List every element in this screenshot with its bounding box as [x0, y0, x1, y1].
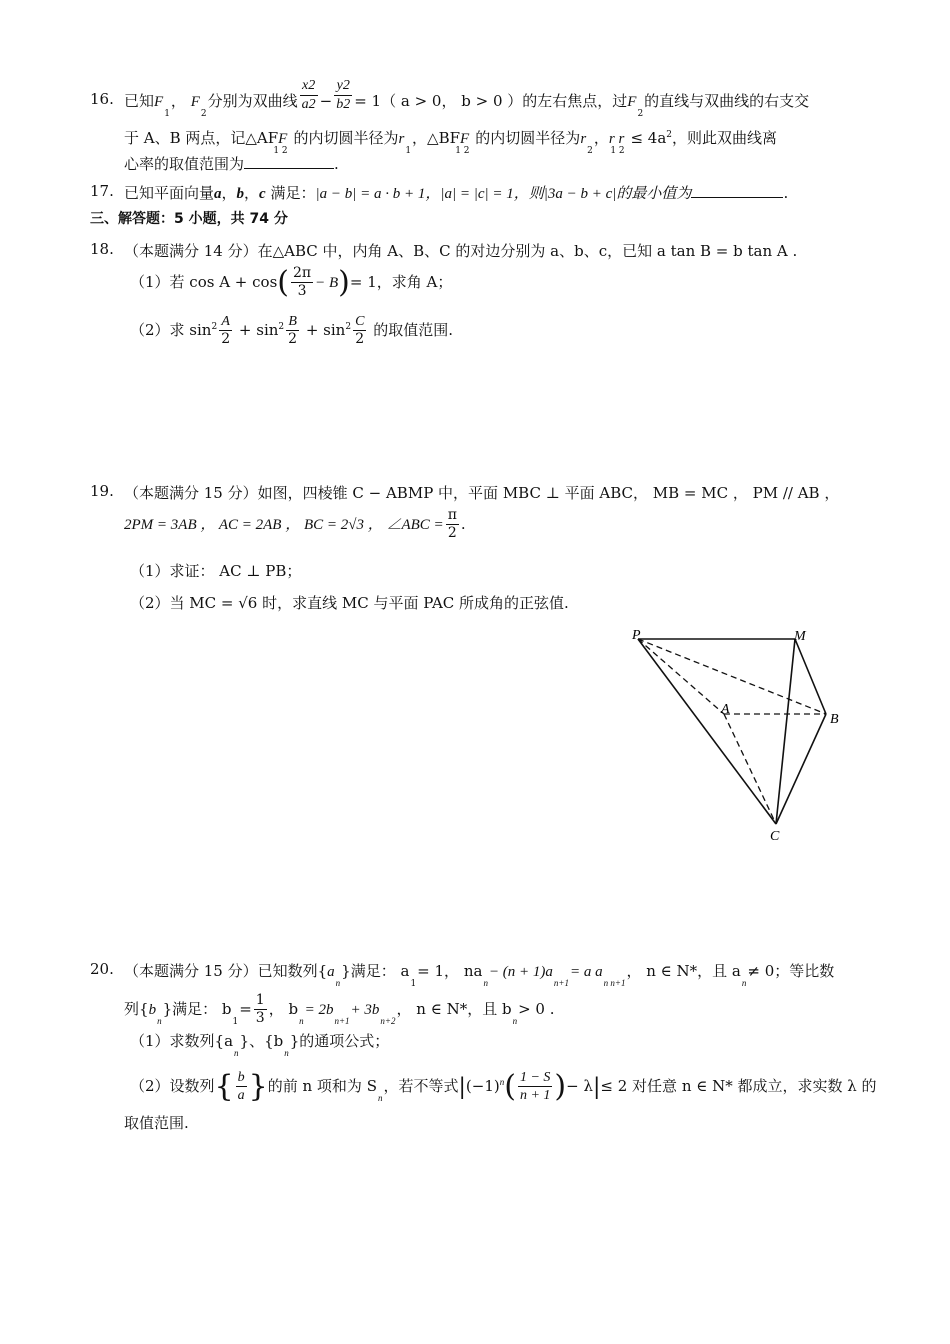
q20-number: 20. — [90, 960, 114, 978]
q16-line3: 心率的取值范围为 . — [124, 155, 339, 173]
q19-stem-line1: （本题满分 15 分）如图，四棱锥 C − ABMP 中，平面 MBC ⊥ 平面 ABC， MB = MC ， PM // AB ， — [124, 484, 840, 502]
q20-part1: （1）求数列$\{a_n\}$、$\{b_n\}$的通项公式； — [130, 1032, 390, 1058]
q18-number: 18. — [90, 240, 114, 258]
section-three-heading: 三、解答题：5 小题，共 74 分 — [90, 211, 288, 227]
edge-MB — [795, 639, 826, 714]
q18-frac: $\frac{2\pi}{3}$ — [293, 265, 312, 300]
q16-frac-y: $\frac{y2}{b2}$ — [336, 78, 351, 112]
q17-answer-blank — [691, 197, 783, 198]
edge-AC — [724, 714, 776, 824]
q19-part1: （1）求证： AC ⊥ PB； — [130, 562, 302, 580]
q16-line1: 已知$F_1$， $F_2$分别为双曲线 $\frac{x2}{a2}$ − $\frac{y2}{b2}$ = 1（ a > 0， b > 0 ）的左右焦点，过$F_2$的直线与双曲线的右支交 — [124, 78, 810, 119]
q16-line2: 于 A、B 两点，记$\triangle AFF_{1 2}$ 的内切圆半径为$r_1$，$\triangle BFF_{1 2}$ 的内切圆半径为$r_2$，r $r_{1 2} \le 4a^2$，则此双曲线离 — [124, 129, 778, 156]
q20-part2: （2）设数列{ $\frac{b}{a}$ }的前 n 项和为 $S_n$，若不等式$|(-1)^n$( $\frac{1 - S}{n + 1}$ )− λ|≤ 2 对任意 n ∈ N* 都成立，求实数 λ 的 — [130, 1068, 877, 1104]
edge-MC — [776, 639, 795, 824]
label-C: C — [770, 829, 780, 844]
q18-part1: （1）若 cos A + cos( $\frac{2\pi}{3}$ − B)= 1，求角 A； — [130, 264, 453, 300]
q17-number: 17. — [90, 182, 114, 200]
q20-line3: 取值范围. — [124, 1114, 189, 1132]
label-A: A — [721, 702, 730, 717]
q19-stem-line2: 2PM = 3AB ， AC = 2AB ， BC = 2√3 ， ∠ABC = $\frac{\pi}{2}$ . — [124, 507, 466, 542]
edge-BC — [776, 714, 826, 824]
q16-number: 16. — [90, 90, 114, 108]
q16-answer-blank — [244, 168, 334, 169]
label-P: P — [632, 628, 641, 643]
pyramid-figure — [620, 622, 850, 847]
q18-stem: （本题满分 14 分）在△ABC 中，内角 A、B、C 的对边分别为 a、b、c，已知 a tan B = b tan A . — [124, 242, 798, 260]
q18-part2: （2）求 $\sin^2$ $\frac{A}{2}$ + $\sin^2$ $\frac{B}{2}$ + $\sin^2$ $\frac{C}{2}$ 的取值范围. — [130, 314, 453, 348]
q16-frac-x: $\frac{x2}{a2}$ — [301, 78, 316, 112]
q17-text: 已知平面向量a，b，c 满足：|a − b| = a · b + 1，|a| = |c| = 1，则|3a − b + c|的最小值为 . — [124, 184, 789, 202]
q19-part2: （2）当 MC = √6 时，求直线 MC 与平面 PAC 所成角的正弦值. — [130, 594, 569, 612]
q19-number: 19. — [90, 482, 114, 500]
q20-line1: （本题满分 15 分）已知数列$\{a_n\}$满足： $a_1= 1$， $na_n- (n + 1)a_{n+1}= a$ $a_{n n+1}$， n ∈ N*，且 $a_n\ne 0$；等比数 — [124, 962, 835, 989]
label-B: B — [830, 712, 839, 727]
edge-PA — [638, 639, 724, 714]
label-M: M — [794, 629, 806, 644]
q20-line2: 列$\{b_n\}$满足： $b_1=$ $\frac{1}{3}$ ， $b_n= 2b_{n+1}+ 3b_{n+2}$， n ∈ N*，且 $b_n> 0$ . — [124, 992, 555, 1027]
